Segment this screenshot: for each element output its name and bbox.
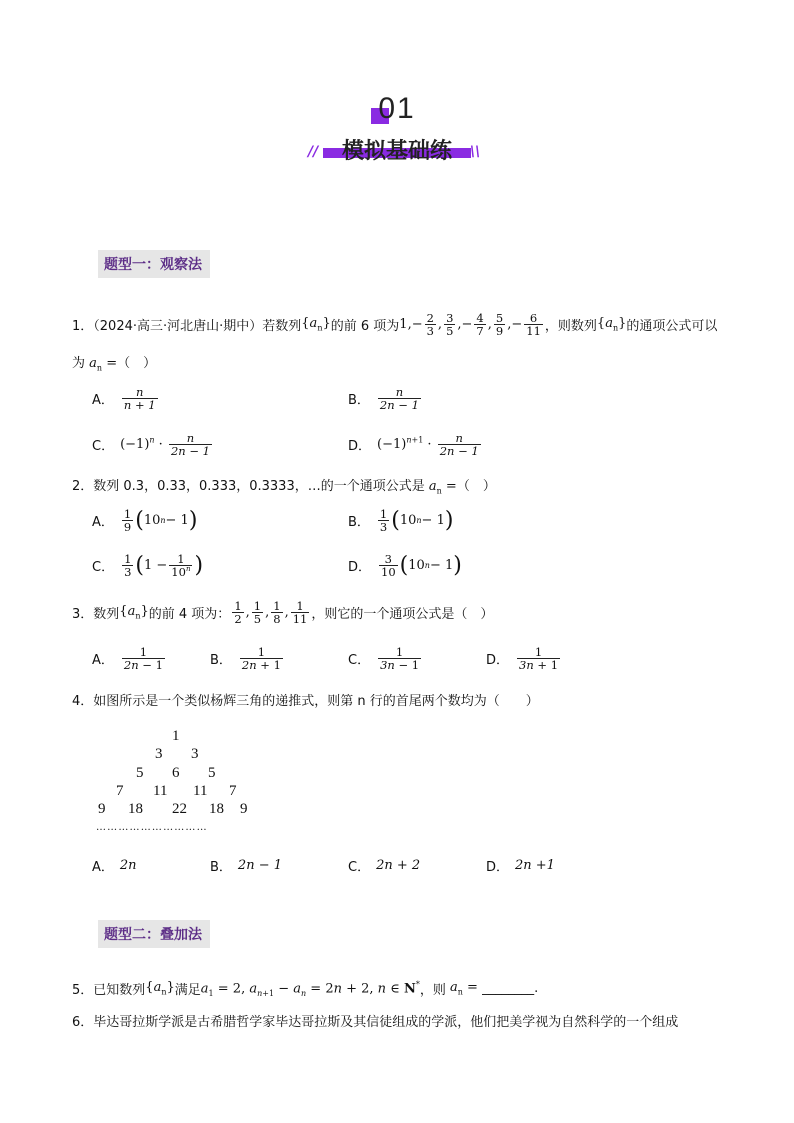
question-4-stem: 4．如图所示是一个类似杨辉三角的递推式，则第 n 行的首尾两个数均为（ ） <box>72 694 539 709</box>
q1-option-d[interactable] <box>348 432 483 457</box>
q1-option-b-label: B． <box>348 393 370 409</box>
triangle-r3-c2: 6 <box>172 765 180 781</box>
q3-stem-b: 的前 4 项为： <box>148 607 231 623</box>
triangle-r1-c1: 1 <box>172 728 180 744</box>
q4-option-c-value: 2n + 2 <box>376 858 421 873</box>
q3-option-a-label: A． <box>92 653 114 669</box>
q2-option-a[interactable] <box>92 508 197 533</box>
q5-stem-a: 5．已知数列 <box>72 983 146 998</box>
q4-option-b[interactable] <box>210 856 282 875</box>
q5-end: . <box>534 981 539 996</box>
q3-option-b[interactable] <box>210 646 285 671</box>
q1-line2: 为 <box>72 356 86 371</box>
math-an-equals: $a_n$ =（ ） <box>89 356 157 373</box>
q2-option-c-math: $\frac{1}{3}$ ( 1 − $\frac{1}{10^n}$ ) <box>124 552 204 580</box>
q1-option-a-label: A． <box>92 393 114 409</box>
q3-option-b-label: B． <box>210 653 232 669</box>
q1-option-b[interactable] <box>348 386 423 411</box>
q1-stem-a: 1．（2024·高三·河北唐山·期中）若数列 <box>72 319 302 335</box>
triangle-r5-c5: 9 <box>240 801 248 817</box>
math-seq-an-2: $\{a_n\}$ <box>596 316 627 333</box>
q1-option-c[interactable] <box>92 432 214 457</box>
q2-option-a-label: A． <box>92 515 114 531</box>
header-number: 01 <box>378 92 416 125</box>
math-q3-seq: $\{a_n\}$ <box>119 604 149 621</box>
triangle-r5-c2: 18 <box>128 801 143 817</box>
math-q5-seq: $\{a_n\}$ <box>145 980 175 997</box>
q2-option-c-label: C． <box>92 560 115 576</box>
q4-option-d-value: 2n +1 <box>515 858 555 873</box>
q4-option-c[interactable] <box>348 856 420 875</box>
q1-option-d-math: $(-1)^{n+1}$ · $\frac{n}{2n - 1}$ <box>377 431 479 459</box>
triangle-r3-c3: 5 <box>208 765 216 781</box>
q3-option-c-label: C． <box>348 653 371 669</box>
q1-option-b-math: $\frac{n}{2n - 1}$ <box>379 385 419 413</box>
q3-option-d-label: D． <box>486 653 510 669</box>
triangle-r5-c1: 9 <box>98 801 106 817</box>
q1-option-d-label: D． <box>348 439 372 455</box>
header-slash-right: \\ <box>470 144 481 160</box>
question-2-stem <box>72 475 496 496</box>
math-q5-an: $a_n$ = <box>449 980 483 997</box>
q4-option-a[interactable] <box>92 856 137 875</box>
q3-option-c[interactable] <box>348 646 423 671</box>
question-1-stem <box>72 312 717 337</box>
q2-option-b-label: B． <box>348 515 370 531</box>
triangle-r5-c4: 18 <box>209 801 224 817</box>
q4-option-c-label: C． <box>348 860 371 875</box>
section-label-1: 题型一：观察法 <box>98 250 210 278</box>
q2-option-d-label: D． <box>348 560 372 576</box>
math-seq-an: $\{a_n\}$ <box>301 316 331 333</box>
q2-option-d[interactable] <box>348 553 462 578</box>
q3-option-a[interactable] <box>92 646 167 671</box>
q1-option-a-math: $\frac{n}{n + 1}$ <box>123 385 156 413</box>
triangle-r4-c3: 11 <box>193 783 208 799</box>
triangle-r4-c4: 7 <box>229 783 237 799</box>
q3-option-a-math: $\frac{1}{2n - 1}$ <box>123 645 163 673</box>
q3-stem-c: ，则它的一个通项公式是（ ） <box>311 607 494 623</box>
triangle-r4-c2: 11 <box>153 783 168 799</box>
header-title: 模拟基础练 <box>341 139 452 164</box>
q2-option-b[interactable] <box>348 508 453 533</box>
q5-answer-blank[interactable]: ________ <box>482 981 535 996</box>
q2-option-c[interactable] <box>92 553 203 578</box>
q4-option-a-label: A． <box>92 860 114 875</box>
header-slash-left: // <box>308 144 319 160</box>
triangle-r2-c1: 3 <box>155 746 163 762</box>
question-1-line2 <box>72 352 156 373</box>
section-label-2: 题型二：叠加法 <box>98 920 210 948</box>
triangle-r5-c3: 22 <box>172 801 187 817</box>
q1-option-a[interactable] <box>92 386 160 411</box>
q5-stem-b: 满足 <box>174 983 201 998</box>
q4-option-b-label: B． <box>210 860 232 875</box>
q1-option-c-math: $(-1)^n$ · $\frac{n}{2n - 1}$ <box>120 431 210 459</box>
math-q1-terms: 1,− $\frac{2}{3}$ , $\frac{3}{5}$ ,− $\frac{4}{7}$ , $\frac{5}{9}$ ,− $\frac{6}{11}$ <box>399 311 541 339</box>
triangle-r2-c2: 3 <box>191 746 199 762</box>
q3-option-b-math: $\frac{1}{2n + 1}$ <box>241 645 281 673</box>
question-6-stem: 6．毕达哥拉斯学派是古希腊哲学家毕达哥拉斯及其信徒组成的学派，他们把美学视为自然科学的一个组成 <box>72 1015 679 1030</box>
q3-option-d-math: $\frac{1}{3n + 1}$ <box>519 645 559 673</box>
q4-option-d-label: D． <box>486 860 510 875</box>
q2-option-a-math: $\frac{1}{9}$ ( 10 n − 1 ) <box>123 507 198 535</box>
q4-option-b-value: 2n − 1 <box>237 858 282 873</box>
q2-option-d-math: $\frac{3}{10}$ ( 10 n − 1 ) <box>381 552 462 580</box>
math-q5-condition: $a_1 = 2$, $a_{n+1} - a_n = 2n + 2$, n ∈ N* <box>200 979 420 998</box>
math-q3-terms: $\frac{1}{2}$ , $\frac{1}{5}$ , $\frac{1}{8}$ , $\frac{1}{11}$ <box>234 599 308 627</box>
triangle-dots: … … … … … … … … … … <box>96 822 206 833</box>
q1-stem-d: 的通项公式可以 <box>626 319 718 335</box>
math-q2-an: $a_n$ =（ ） <box>428 479 496 496</box>
q1-option-c-label: C． <box>92 439 115 455</box>
q1-stem-b: 的前 6 项为 <box>330 319 400 335</box>
q4-option-d[interactable] <box>486 856 555 875</box>
q5-stem-c: ，则 <box>419 983 446 998</box>
q2-stem: 2．数列 0.3，0.33，0.333，0.3333，…的一个通项公式是 <box>72 479 425 494</box>
q3-stem-a: 3．数列 <box>72 607 120 623</box>
q4-option-a-value: 2n <box>119 858 137 873</box>
triangle-r4-c1: 7 <box>116 783 124 799</box>
question-3-stem <box>72 600 493 625</box>
q1-stem-c: ，则数列 <box>544 319 597 335</box>
q2-option-b-math: $\frac{1}{3}$ ( 10 n − 1 ) <box>379 507 454 535</box>
triangle-r3-c1: 5 <box>136 765 144 781</box>
q3-option-c-math: $\frac{1}{3n - 1}$ <box>380 645 420 673</box>
question-5-stem <box>72 979 538 998</box>
q3-option-d[interactable] <box>486 646 562 671</box>
